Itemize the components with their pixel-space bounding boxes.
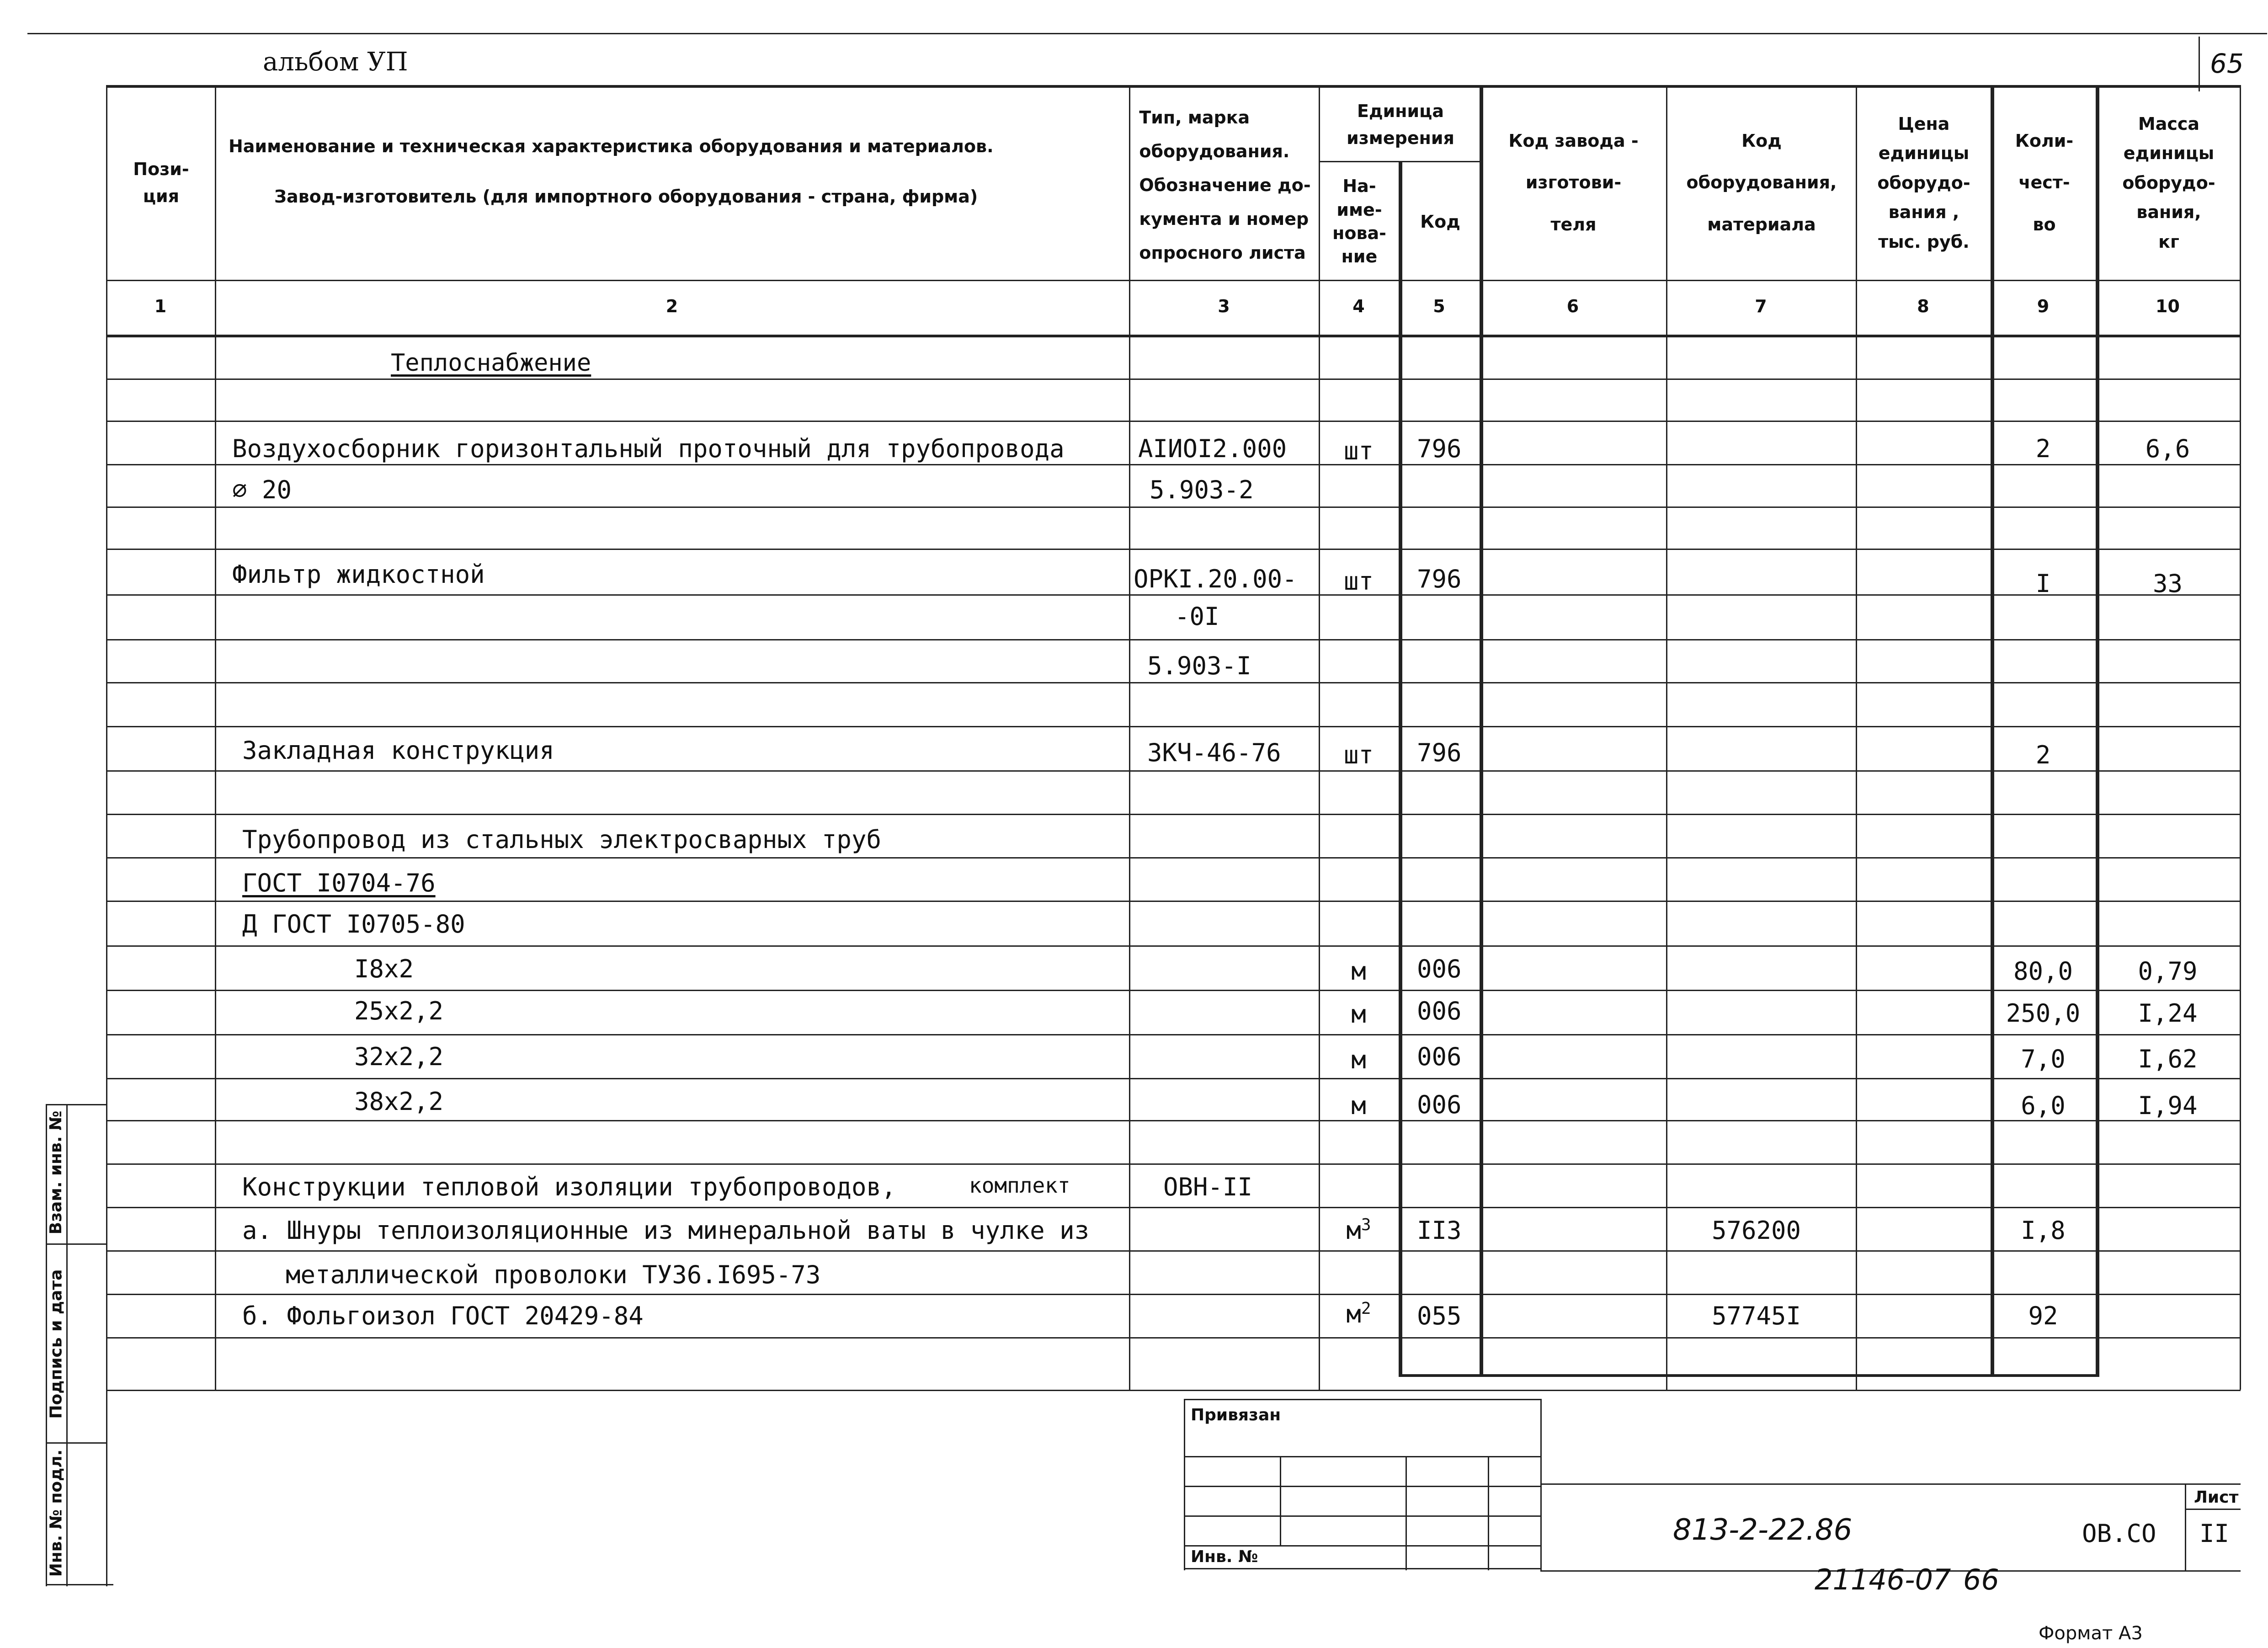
pipe-qty: 7,0 <box>2021 1045 2066 1073</box>
column-number-4: 4 <box>1352 296 1365 316</box>
pipe-size: 32x2,2 <box>354 1042 444 1071</box>
row-rule <box>106 1078 2241 1079</box>
column-number-3: 3 <box>1218 296 1230 316</box>
pipe-code: 006 <box>1417 1042 1462 1071</box>
side-label-signature: Подпись и дата <box>47 1269 66 1419</box>
item-code-filter: 796 <box>1417 565 1462 593</box>
row-rule <box>106 507 2241 508</box>
header-position: Пози- ция <box>133 159 189 206</box>
item-unit-air-collector: шт <box>1343 437 1374 465</box>
header-type: Тип, марка оборудования. Обозначение до- кумента и номер опросного листа <box>1139 107 1311 263</box>
item-qty-foil: 92 <box>2028 1301 2058 1330</box>
item-name-insulation: Конструкции тепловой изоляции трубопроводов, <box>242 1173 896 1201</box>
item-unit-foil: $м^2$ <box>1346 1299 1371 1328</box>
pipe-unit: м <box>1351 1091 1366 1120</box>
item-material-foil: 57745I <box>1712 1301 1801 1330</box>
pipe-code: 006 <box>1417 1090 1462 1119</box>
pipe-mass: I,94 <box>2138 1091 2198 1120</box>
archive-page: 66 <box>1963 1563 1999 1596</box>
thick-bottom-rule <box>1399 1374 2099 1377</box>
column-number-6: 6 <box>1566 296 1579 316</box>
page-number-divider <box>2199 37 2200 91</box>
stamp-top <box>1184 1399 1540 1400</box>
page-number: 65 <box>2210 48 2244 79</box>
item-qty-cords: I,8 <box>2021 1216 2066 1245</box>
row-rule <box>106 379 2241 380</box>
row-rule <box>106 1337 2241 1339</box>
item-code-cords: II3 <box>1417 1216 1462 1245</box>
col-divider-9 <box>2096 85 2099 1377</box>
item-name-diameter: ∅ 20 <box>232 475 292 504</box>
item-name-embedded: Закладная конструкция <box>242 736 554 765</box>
item-name-gost-1: ГОСТ I0704-76 <box>242 869 436 897</box>
sheet-number: II <box>2199 1519 2230 1548</box>
archive-number: 21146-07 <box>1815 1563 1951 1596</box>
row-rule <box>106 1250 2241 1252</box>
pipe-qty: 80,0 <box>2013 957 2073 986</box>
pipe-code: 006 <box>1417 997 1462 1025</box>
top-rule <box>27 33 2267 34</box>
pipe-unit: м <box>1351 1000 1366 1029</box>
format-label: Формат А3 <box>2039 1623 2143 1644</box>
row-rule <box>106 990 2241 991</box>
item-mass-air-collector: 6,6 <box>2145 434 2190 463</box>
right-border <box>2240 85 2241 1390</box>
pipe-unit: м <box>1351 1045 1366 1074</box>
row-rule <box>106 770 2241 772</box>
document-suffix: ОВ.СО <box>2082 1519 2156 1548</box>
header-mass: Масса единицы оборудо- вания, кг <box>2122 113 2215 252</box>
item-name-foil: б. Фольгоизол ГОСТ 20429-84 <box>242 1301 644 1330</box>
item-type-filter-cont: -0I <box>1175 602 1219 631</box>
item-name-gost-2: Д ГОСТ I0705-80 <box>242 910 465 939</box>
title-block-top <box>1540 1483 2241 1485</box>
document-code: 813-2-22.86 <box>1673 1513 1853 1547</box>
stamp-col <box>1280 1456 1281 1545</box>
column-numbers-bottom <box>106 335 2241 337</box>
item-qty-air-collector: 2 <box>2035 434 2051 463</box>
item-name-cords: а. Шнуры теплоизоляционные из минеральной ваты в чулке из <box>242 1216 1090 1245</box>
row-rule <box>106 464 2241 465</box>
col-divider-3 <box>1319 85 1320 1390</box>
pipe-mass: 0,79 <box>2138 957 2198 986</box>
col-divider-4 <box>1399 161 1402 1377</box>
row-rule <box>106 639 2241 640</box>
section-title: Теплоснабжение <box>391 349 591 377</box>
item-insulation-set: комплект <box>969 1173 1070 1198</box>
column-number-9: 9 <box>2037 296 2050 316</box>
pipe-unit: м <box>1351 957 1366 986</box>
table-bottom-border <box>106 1390 2241 1391</box>
side-stamp-rule <box>46 1243 106 1245</box>
row-rule <box>106 682 2241 683</box>
header-name-line1: Наименование и техническая характеристика оборудования и материалов. <box>229 136 994 156</box>
sheet-label: Лист <box>2194 1488 2239 1507</box>
col-divider-7 <box>1856 85 1857 1390</box>
item-name-air-collector: Воздухосборник горизонтальный проточный для трубопровода <box>232 434 1065 463</box>
col-divider-8 <box>1991 85 1994 1377</box>
item-type-filter: ОРКI.20.00- <box>1134 565 1297 593</box>
row-rule <box>106 421 2241 422</box>
row-rule <box>106 1207 2241 1208</box>
stamp-left <box>1184 1399 1185 1570</box>
header-unit-name: На- име- нова- ние <box>1332 176 1386 267</box>
item-code-air-collector: 796 <box>1417 434 1462 463</box>
item-type-insulation: ОВН-II <box>1163 1173 1253 1201</box>
pipe-size: I8x2 <box>354 955 414 983</box>
col-divider-1 <box>215 85 216 1390</box>
sheet-rule <box>2185 1509 2241 1510</box>
stamp-rule <box>1184 1568 1540 1569</box>
item-type-filter-doc: 5.903-I <box>1147 651 1251 680</box>
header-unit-group: Единица измерения <box>1347 101 1454 148</box>
pipe-mass: I,62 <box>2138 1045 2198 1073</box>
col-divider-5 <box>1480 85 1483 1377</box>
item-qty-filter: I <box>2035 569 2051 598</box>
pipe-qty: 250,0 <box>2006 999 2081 1028</box>
column-number-2: 2 <box>665 296 678 316</box>
row-rule <box>106 814 2241 815</box>
row-rule <box>106 1163 2241 1165</box>
column-number-7: 7 <box>1755 296 1767 316</box>
header-bottom-border <box>106 280 2241 281</box>
stamp-rule <box>1184 1486 1540 1487</box>
stamp-col <box>1488 1456 1489 1570</box>
sheet-divider <box>2185 1483 2186 1570</box>
item-code-foil: 055 <box>1417 1301 1462 1330</box>
item-unit-filter: шт <box>1343 567 1374 596</box>
album-label: альбом УП <box>263 47 408 77</box>
item-unit-embedded: шт <box>1343 741 1374 769</box>
row-rule <box>106 549 2241 550</box>
side-label-original: Инв. № подл. <box>47 1449 66 1577</box>
header-name-line2: Завод-изготовитель (для импортного оборудования - страна, фирма) <box>274 186 978 207</box>
item-mass-filter: 33 <box>2152 569 2183 598</box>
row-rule <box>106 901 2241 902</box>
column-number-1: 1 <box>154 296 167 316</box>
pipe-size: 38x2,2 <box>354 1087 444 1116</box>
pipe-code: 006 <box>1417 955 1462 983</box>
side-label-replacement: Взам. инв. № <box>47 1110 65 1235</box>
row-rule <box>106 1034 2241 1035</box>
item-type-air-collector: АIИОI2.000 <box>1138 434 1287 463</box>
item-name-wire: металлической проволоки ТУ36.I695-73 <box>286 1260 821 1289</box>
column-number-8: 8 <box>1917 296 1929 316</box>
row-rule <box>106 594 2241 596</box>
header-unit-code: Код <box>1420 211 1460 232</box>
column-number-5: 5 <box>1433 296 1445 316</box>
item-type-diameter: 5.903-2 <box>1150 475 1254 504</box>
side-stamp-divider <box>66 1104 68 1586</box>
table-top-border <box>106 85 2241 88</box>
item-type-embedded: ЗКЧ-46-76 <box>1147 738 1281 767</box>
stamp-inv-no: Инв. № <box>1191 1547 1258 1566</box>
col-divider-2 <box>1129 85 1130 1390</box>
row-rule <box>106 1294 2241 1295</box>
header-equipment-code: Код оборудования, материала <box>1686 131 1837 235</box>
item-code-embedded: 796 <box>1417 738 1462 767</box>
row-rule <box>106 726 2241 727</box>
pipe-mass: I,24 <box>2138 999 2198 1028</box>
header-price: Цена единицы оборудо- вания , тыс. руб. <box>1877 113 1970 252</box>
pipe-qty: 6,0 <box>2021 1091 2066 1120</box>
stamp-rule <box>1184 1456 1540 1457</box>
item-qty-embedded: 2 <box>2035 741 2051 769</box>
item-material-cords: 576200 <box>1712 1216 1801 1245</box>
row-rule <box>106 945 2241 947</box>
header-plant-code: Код завода - изготови- теля <box>1508 131 1639 235</box>
stamp-rule <box>1184 1545 1540 1547</box>
item-unit-cords: $м^3$ <box>1346 1216 1371 1245</box>
row-rule <box>106 1120 2241 1121</box>
stamp-privyazan: Привязан <box>1191 1406 1281 1424</box>
col-divider-6 <box>1666 85 1667 1390</box>
row-rule <box>106 857 2241 859</box>
item-name-pipeline: Трубопровод из стальных электросварных труб <box>242 825 881 854</box>
stamp-rule <box>1184 1515 1540 1517</box>
header-quantity: Коли- чест- во <box>2015 131 2074 235</box>
column-number-10: 10 <box>2156 296 2180 316</box>
pipe-size: 25x2,2 <box>354 997 444 1025</box>
stamp-col <box>1406 1456 1407 1570</box>
item-name-filter: Фильтр жидкостной <box>232 560 485 589</box>
